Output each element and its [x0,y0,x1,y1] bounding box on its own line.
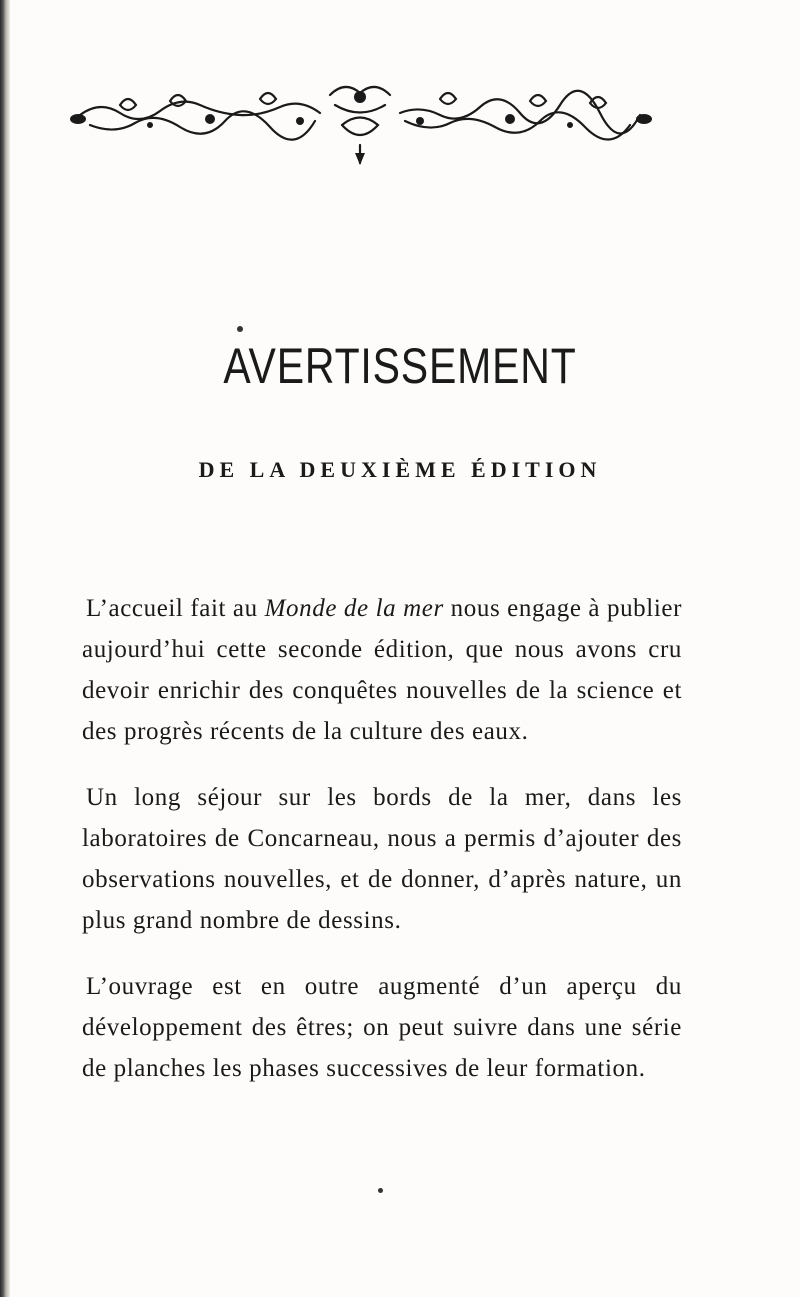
body-text [82,588,682,1114]
book-spine-edge [0,0,10,1297]
paragraph-1 [82,588,682,752]
paragraph-3: L’ouvrage est en outre augmenté d’un aperçu du développement des êtres; on peut suivre dans une série de planches les phases successives de leur formation. [82,973,682,1082]
paragraph-1-start: L’accueil fait au [86,595,265,622]
page-subtitle: DE LA DEUXIÈME ÉDITION [198,457,602,482]
page-title: AVERTISSEMENT [223,338,577,394]
ink-dot [378,1188,383,1193]
book-title-italic: Monde de la mer [264,595,444,622]
floral-headpiece-ornament-icon [60,75,660,165]
paragraph-2: Un long séjour sur les bords de la mer, dans les laboratoires de Concarneau, nous a permis d’ajouter des observations nouvelles, et de donner, d’après nature, un plus grand nombre de dessins. [82,784,682,934]
ink-dot [237,326,243,332]
paragraph-1-rest: nous engage à publier aujourd’hui cette seconde édition, que nous avons cru devoir enrichir des conquêtes nouvelles de la science et des progrès récents de la culture des eaux. [82,595,682,745]
